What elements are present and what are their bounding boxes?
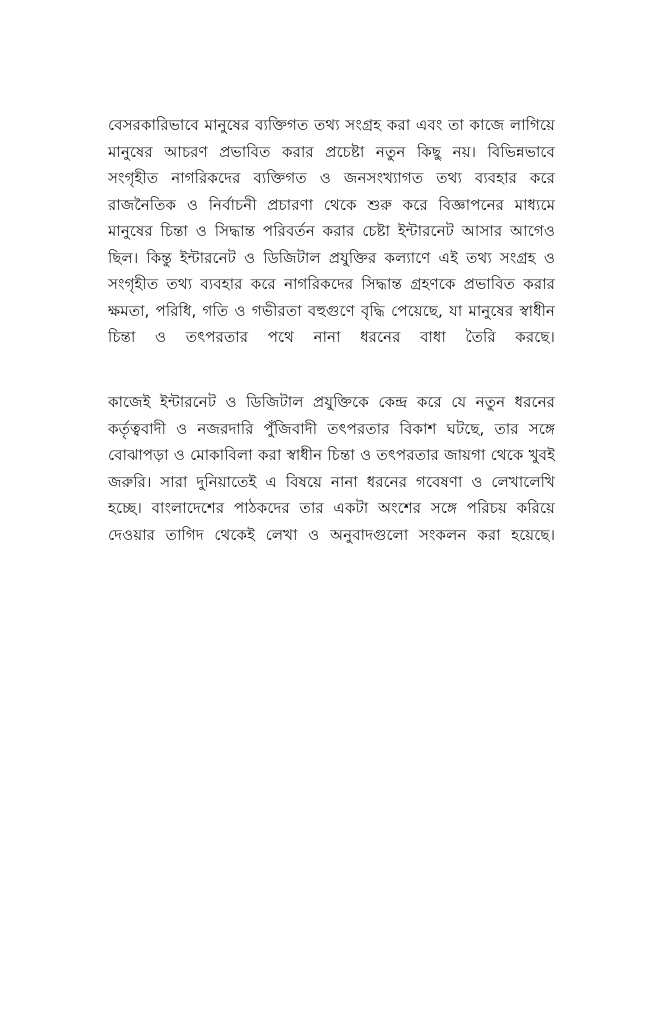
paragraph-2: কাজেই ইন্টারনেট ও ডিজিটাল প্রযুক্তিকে কেন্দ্র করে যে নতুন ধরনের কর্তৃত্ববাদী ও নজরদারি পুঁজিবাদী তৎপরতার বিকাশ ঘটছে, তার সঙ্গে বোঝাপড়া ও মোকাবিলা করা স্বাধীন চিন্তা ও তৎপরতার জায়গা থেকে খুবই জরুরি। সারা দুনিয়াতেই এ বিষয়ে নানা ধরনের গবেষণা ও লেখালেখি হচ্ছে। বাংলাদেশের পাঠকদের তার একটা অংশের সঙ্গে পরিচয় করিয়ে দেওয়ার তাগিদ থেকেই লেখা ও অনুবাদগুলো সংকলন করা হয়েছে। — [108, 393, 555, 544]
paragraph-1: বেসরকারিভাবে মানুষের ব্যক্তিগত তথ্য সংগ্রহ করা এবং তা কাজে লাগিয়ে মানুষের আচরণ প্রভাবিত করার প্রচেষ্টা নতুন কিছু নয়। বিভিন্নভাবে সংগৃহীত নাগরিকদের ব্যক্তিগত ও জনসংখ্যাগত তথ্য ব্যবহার করে রাজনৈতিক ও নির্বাচনী প্রচারণা থেকে শুরু করে বিজ্ঞাপনের মাধ্যমে মানুষের চিন্তা ও সিদ্ধান্ত পরিবর্তন করার চেষ্টা ইন্টারনেট আসার আগেও ছিল। কিন্তু ইন্টারনেট ও ডিজিটাল প্রযুক্তির কল্যাণে এই তথ্য সংগ্রহ ও সংগৃহীত তথ্য ব্যবহার করে নাগরিকদের সিদ্ধান্ত গ্রহণকে প্রভাবিত করার ক্ষমতা, পরিধি, গতি ও গভীরতা বহুগুণে বৃদ্ধি পেয়েছে, যা মানুষের স্বাধীন চিন্তা ও তৎপরতার পথে নানা ধরনের বাধা তৈরি করছে। — [108, 116, 555, 346]
body-text-column — [108, 112, 555, 575]
